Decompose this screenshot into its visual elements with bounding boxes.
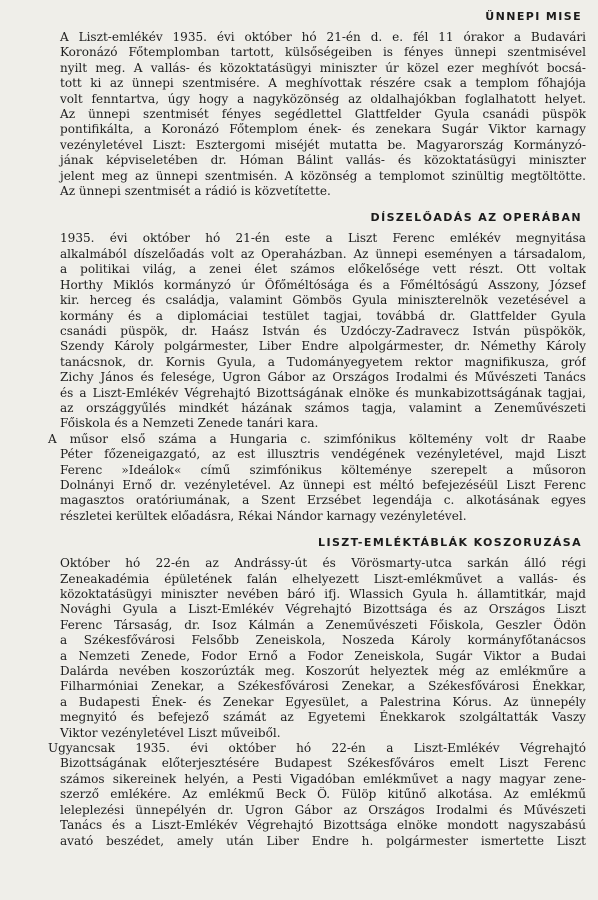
text-line: jelent meg az ünnepi szentmisén. A közönség a templomot szinültig megtöltötte. [60,168,586,183]
text-line: Filharmóniai Zenekar, a Székesfővárosi Zenekar, a Székesfővárosi Énekkar, [60,679,586,694]
text-line: az országgyűlés mindkét házának számos tagja, valamint a Zeneművészeti [60,400,586,415]
text-line: Zichy János és felesége, Ugron Gábor az Országos Irodalmi és Művészeti Tanács [60,370,586,385]
text-line: nyilt meg. A vallás- és közoktatásügyi miniszter úr közel ezer meghívót bocsá- [60,60,586,75]
text-line: pontifikálta, a Koronázó Főtemplom ének- és zenekara Sugár Viktor karnagy [60,122,586,137]
paragraph [14,432,586,524]
text-line: Az ünnepi szentmisét fényes segédlettel Glattfelder Gyula csanádi püspök [60,107,586,122]
text-line: Zeneakadémia épületének falán elhelyezett Liszt-emlékművet a vallás- és [60,571,586,586]
text-line: részletei kerültek előadásra, Rékai Nándor karnagy vezényletével. [60,508,467,523]
text-line: Koronázó Főtemplomban tartott, külsőségeiben is fényes ünnepi szentmisével [60,45,586,60]
text-line: Dolnányi Ernő dr. vezényletével. Az ünnepi est méltó befejezéséül Liszt Ferenc [60,477,586,492]
text-line: szerző emlékére. Az emlékmű Beck Ö. Fülöp kitűnő alkotása. Az emlékmű [60,787,586,802]
paragraph [14,556,586,741]
text-line: a Nemzeti Zenede, Fodor Ernő a Fodor Zeneiskola, Sugár Viktor a Budai [60,648,586,663]
section-body-emlektablak [14,556,586,849]
text-line: Viktor vezényletével Liszt műveiből. [60,725,281,740]
text-line: A műsor első száma a Hungaria c. szimfónikus költemény volt dr Raabe [48,431,586,446]
paragraph [14,30,586,199]
text-line: tott ki az ünnepi szentmisére. A meghívottak részére csak a templom főhajója [60,76,586,91]
section-title-unnepi-mise: ÜNNEPI MISE [485,10,582,23]
text-line: Tanács és a Liszt-Emlékév Végrehajtó Bizottsága elnöke mondott nagyszabású [60,818,586,833]
text-line: Ferenc Társaság, dr. Isoz Kálmán a Zeneművészeti Főiskola, Geszler Ödön [60,617,586,632]
text-line: magasztos oratóriumának, a Szent Erzsébet legendája c. alkotásának egyes [60,493,586,508]
text-line: volt fenntartva, úgy hogy a nagyközönség az oldalhajókban foglalhatott helyet. [60,91,586,106]
text-line: közoktatásügyi miniszter nevében báró ifj. Wlassich Gyula h. államtitkár, majd [60,587,586,601]
text-line: kir. herceg és családja, valamint Gömbös Gyula miniszterelnök vezetésével a [60,293,586,308]
paragraph [14,741,586,849]
text-line: Főiskola és a Nemzeti Zenede tanári kara. [60,416,319,431]
text-line: A Liszt-emlékév 1935. évi október hó 21-én d. e. fél 11 órakor a Budavári [60,30,586,44]
text-line: Bizottságának előterjesztésére Budapest Székesfőváros emelt Liszt Ferenc [60,756,586,771]
text-line: 1935. évi október hó 21-én este a Liszt Ferenc emlékév megnyitása [60,231,586,246]
text-line: vezényletével Liszt: Esztergomi miséjét mutatta be. Magyarország Kormányzó- [60,137,586,152]
text-line: tanácsnok, dr. Kornis Gyula, a Tudományegyetem rektor magnifikusza, gróf [60,354,586,369]
text-line: avató beszédet, amely után Liber Endre h. polgármester ismertette Liszt [60,833,586,848]
text-line: leleplezési ünnepélyén dr. Ugron Gábor az Országos Irodalmi és Művészeti [60,802,586,817]
section-body-diszeloadas [14,231,586,524]
section-title-diszeloadas: DÍSZELŐADÁS AZ OPERÁBAN [370,211,582,225]
text-line: Péter főzeneigazgató, az est illusztris vendégének vezényletével, majd Liszt [60,447,586,462]
text-line: kormány és a diplomáciai testület tagjai, továbbá dr. Glattfelder Gyula [60,308,586,323]
text-line: a politikai világ, a zenei élet számos előkelősége vett részt. Ott voltak [60,262,586,277]
paragraph [14,231,586,431]
text-line: számos sikereinek helyén, a Pesti Vigadóban emlékművet a nagy magyar zene- [60,771,586,786]
text-line: Október hó 22-én az Andrássy-út és Vörösmarty-utca sarkán álló régi [60,556,586,571]
text-line: alkalmából díszelőadás volt az Operaházban. Az ünnepi eseményen a társadalom, [60,246,586,261]
text-line: Szendy Károly polgármester, Liber Endre alpolgármester, dr. Némethy Károly [60,339,586,354]
text-line: és a Liszt-Emlékév Végrehajtó Bizottságának elnöke és munkabizottságának tagjai, [60,385,586,400]
document-page [14,6,586,849]
text-line: Novághi Gyula a Liszt-Emlékév Végrehajtó Bizottsága és az Országos Liszt [60,602,586,617]
text-line: Ugyancsak 1935. évi október hó 22-én a Liszt-Emlékév Végrehajtó [48,741,586,756]
text-line: Az ünnepi szentmisét a rádió is közvetítette. [60,184,331,199]
text-line: Dalárda nevében koszorúzták meg. Koszorút helyeztek még az emlékműre a [60,664,586,679]
text-line: csanádi püspök, dr. Haász István és Uzdóczy-Zadravecz István püspökök, [60,323,586,338]
section-body-unnepi-mise [14,30,586,199]
text-line: Horthy Miklós kormányzó úr Őfőméltósága és a Főméltóságú Asszony, József [60,277,586,292]
text-line: jának képviseletében dr. Hóman Bálint vallás- és közoktatásügyi miniszter [60,153,586,168]
text-line: a Budapesti Ének- és Zenekar Egyesület, a Palestrina Kórus. Az ünnepély [60,694,586,709]
section-title-emlektablak: LISZT-EMLÉKTÁBLÁK KOSZORUZÁSA [318,536,582,550]
text-line: megnyitó és befejező számát az Egyetemi Énekkarok szolgáltatták Vaszy [60,710,586,725]
text-line: a Székesfővárosi Felsőbb Zeneiskola, Noszeda Károly kormányfőtanácsos [60,633,586,648]
text-line: Ferenc »Ideálok« című szimfónikus költeménye szerepelt a műsoron [60,462,586,477]
